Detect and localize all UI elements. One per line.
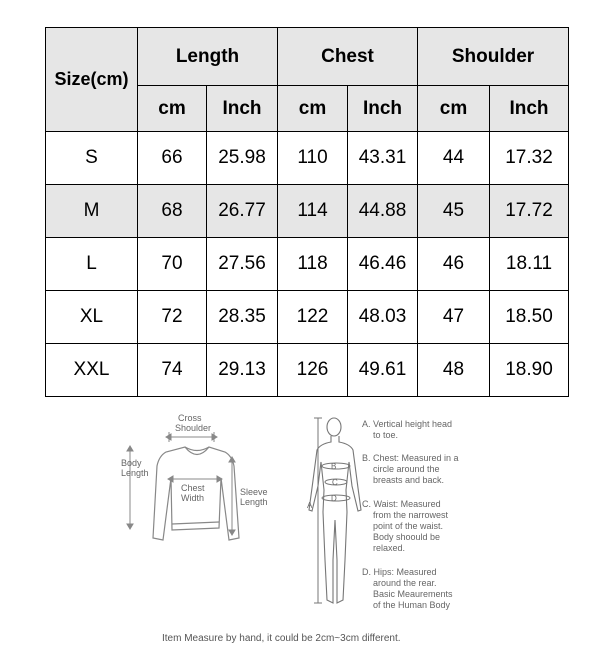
note-c-line: point of the waist.	[373, 521, 444, 531]
size-cell: XL	[46, 291, 138, 344]
value-cell: 46.46	[348, 238, 418, 291]
marker-a: A	[307, 501, 313, 510]
note-d-line: around the rear.	[373, 578, 437, 588]
group-header-chest: Chest	[278, 28, 418, 86]
value-cell: 114	[278, 185, 348, 238]
sweater-diagram	[121, 413, 268, 540]
value-cell: 72	[138, 291, 207, 344]
table-row	[46, 344, 569, 397]
value-cell: 25.98	[207, 132, 278, 185]
value-cell: 110	[278, 132, 348, 185]
note-c-line: from the narrowest	[373, 510, 449, 520]
marker-c: C	[332, 478, 338, 487]
unit-header: cm	[138, 86, 207, 132]
value-cell: 126	[278, 344, 348, 397]
group-header-shoulder: Shoulder	[418, 28, 569, 86]
value-cell: 17.32	[490, 132, 569, 185]
note-c-line: Body shoould be	[373, 532, 441, 542]
size-cell: XXL	[46, 344, 138, 397]
marker-d: D	[331, 494, 337, 503]
unit-header: Inch	[490, 86, 569, 132]
note-a-line: to toe.	[373, 430, 399, 440]
table-row	[46, 185, 569, 238]
value-cell: 46	[418, 238, 490, 291]
body-length-label: Length	[121, 468, 149, 478]
value-cell: 44.88	[348, 185, 418, 238]
value-cell: 29.13	[207, 344, 278, 397]
table-row	[46, 291, 569, 344]
value-cell: 44	[418, 132, 490, 185]
value-cell: 74	[138, 344, 207, 397]
group-header-length: Length	[138, 28, 278, 86]
size-cell: S	[46, 132, 138, 185]
note-b-line: B. Chest: Measured in a	[362, 453, 459, 463]
value-cell: 49.61	[348, 344, 418, 397]
measure-disclaimer: Item Measure by hand, it could be 2cm~3cm different.	[162, 633, 401, 644]
measurement-illustrations	[0, 400, 613, 665]
unit-header: cm	[278, 86, 348, 132]
value-cell: 47	[418, 291, 490, 344]
sleeve-length-label: Sleeve	[240, 487, 268, 497]
corner-header: Size(cm)	[46, 28, 138, 132]
note-d-line: of the Human Body	[373, 600, 451, 610]
cross-shoulder-label: Shoulder	[175, 423, 212, 433]
value-cell: 43.31	[348, 132, 418, 185]
size-cell: L	[46, 238, 138, 291]
value-cell: 118	[278, 238, 348, 291]
value-cell: 26.77	[207, 185, 278, 238]
table-row	[46, 132, 569, 185]
value-cell: 45	[418, 185, 490, 238]
note-d-line: Basic Meaurements	[373, 589, 453, 599]
value-cell: 70	[138, 238, 207, 291]
size-chart-table	[45, 27, 569, 397]
chest-width-label: Chest	[181, 483, 205, 493]
value-cell: 17.72	[490, 185, 569, 238]
note-d-line: D. Hips: Measured	[362, 567, 437, 577]
note-c-line: relaxed.	[373, 543, 406, 553]
human-figure-icon	[309, 418, 361, 603]
body-diagram	[307, 418, 459, 610]
value-cell: 28.35	[207, 291, 278, 344]
note-a-line: A. Vertical height head	[362, 419, 453, 429]
note-c-line: C. Waist: Measured	[362, 499, 441, 509]
table-row	[46, 238, 569, 291]
note-b-line: breasts and back.	[373, 475, 445, 485]
body-length-label: Body	[121, 458, 142, 468]
size-cell: M	[46, 185, 138, 238]
value-cell: 122	[278, 291, 348, 344]
value-cell: 68	[138, 185, 207, 238]
value-cell: 18.50	[490, 291, 569, 344]
value-cell: 27.56	[207, 238, 278, 291]
unit-header: cm	[418, 86, 490, 132]
value-cell: 18.90	[490, 344, 569, 397]
cross-shoulder-label: Cross	[178, 413, 202, 423]
value-cell: 66	[138, 132, 207, 185]
chest-width-label: Width	[181, 493, 205, 503]
value-cell: 48.03	[348, 291, 418, 344]
value-cell: 18.11	[490, 238, 569, 291]
value-cell: 48	[418, 344, 490, 397]
unit-header: Inch	[348, 86, 418, 132]
unit-header: Inch	[207, 86, 278, 132]
marker-b: B	[331, 462, 337, 471]
note-b-line: circle around the	[373, 464, 440, 474]
sleeve-length-label: Length	[240, 497, 268, 507]
